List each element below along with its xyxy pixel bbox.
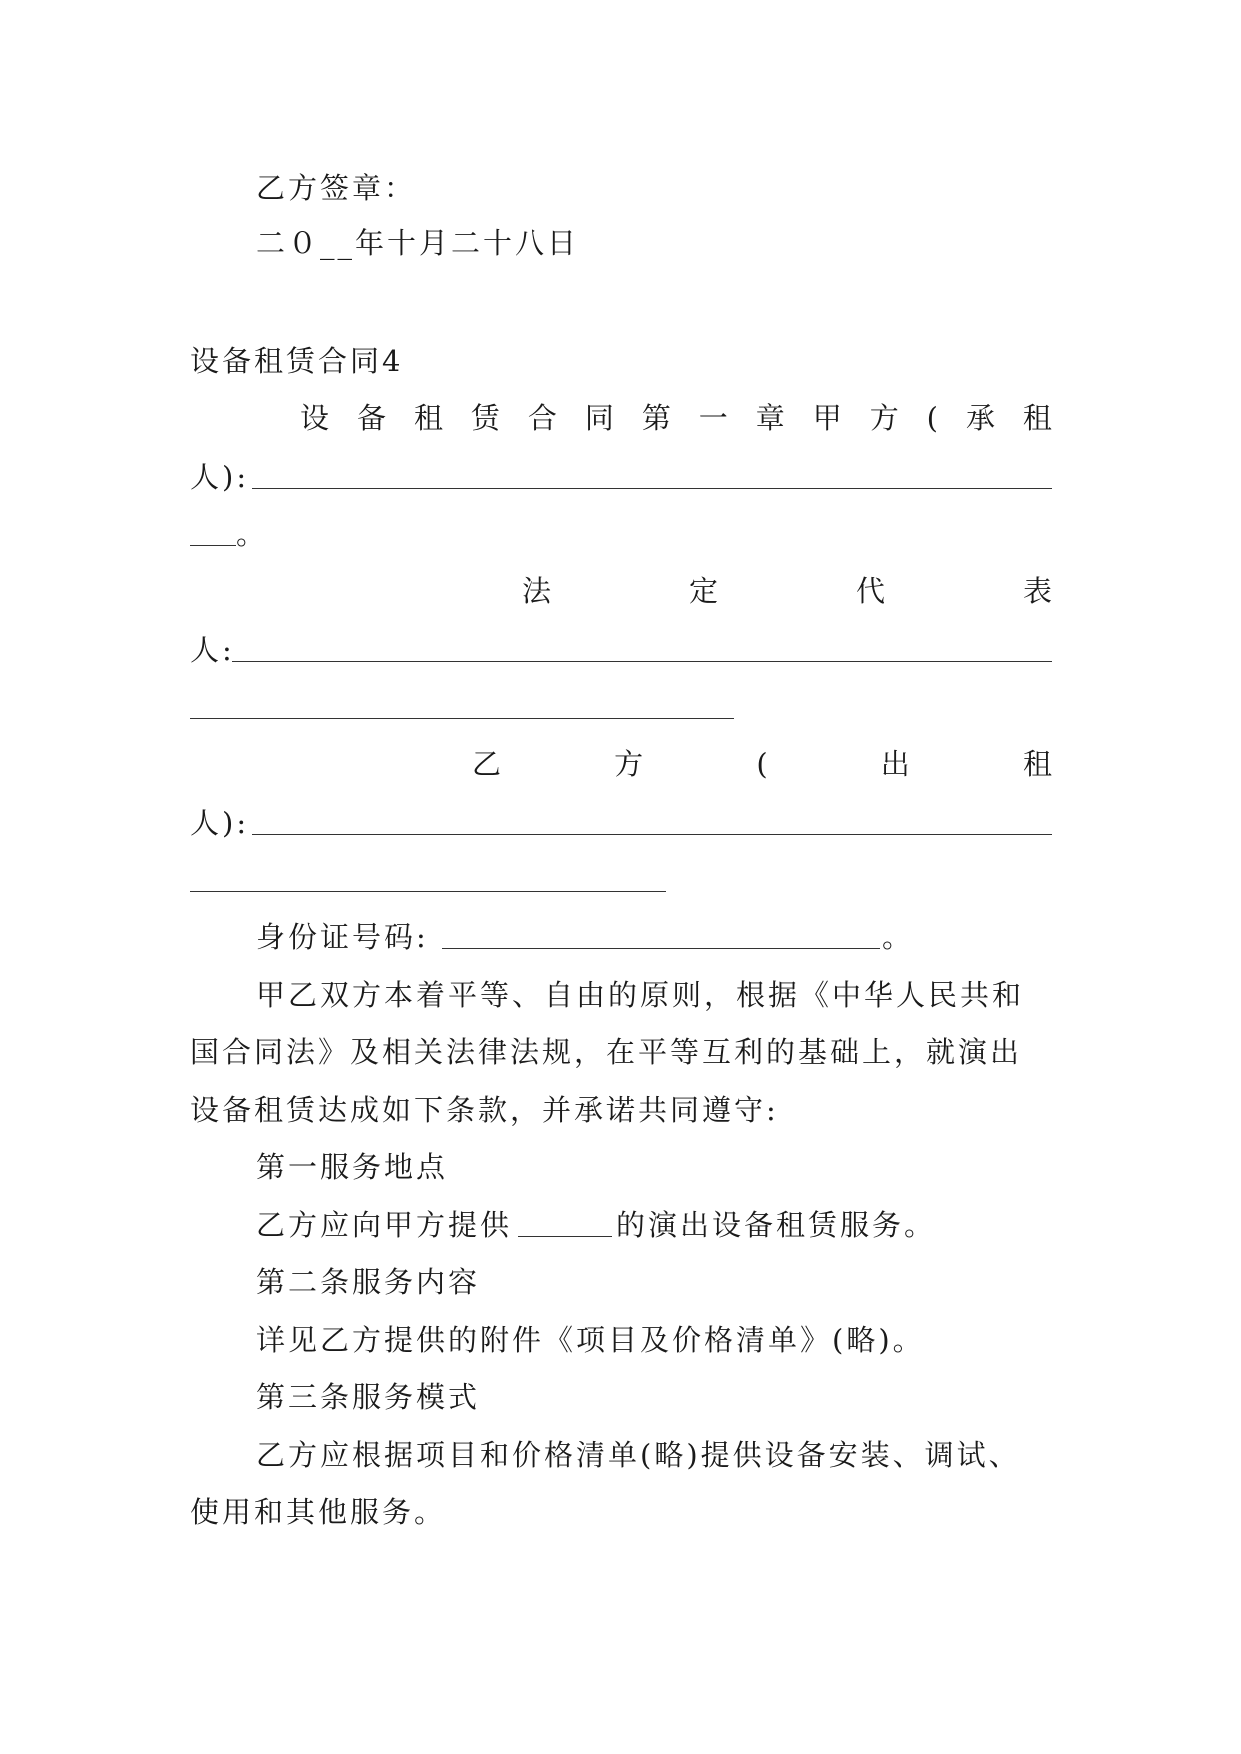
heading-char: 定	[688, 574, 718, 608]
paragraph-line: 设备租赁达成如下条款，并承诺共同遵守:	[190, 1093, 779, 1127]
heading-char: 一	[698, 401, 728, 435]
legal-rep-blank-line-cont	[190, 718, 734, 719]
heading-char: 同	[584, 401, 614, 435]
heading-char: 表	[1022, 574, 1052, 608]
heading-char: 第	[641, 401, 671, 435]
lessor-label: 人):	[190, 806, 250, 840]
clause-title: 第二条服务内容	[256, 1265, 481, 1299]
heading-char: 方	[614, 747, 644, 781]
legal-rep-blank-line	[232, 661, 1052, 662]
heading-char: 出	[880, 747, 910, 781]
id-number-period: 。	[882, 920, 915, 954]
signature-date: 二０__年十月二十八日	[256, 226, 580, 260]
clause-text: 详见乙方提供的附件《项目及价格清单》(略)。	[256, 1323, 925, 1357]
legal-representative-heading	[522, 571, 1052, 611]
heading-char: 合	[527, 401, 557, 435]
heading-char: 赁	[470, 401, 500, 435]
heading-party-b-line	[472, 744, 1052, 784]
heading-party-a-line	[300, 398, 1052, 438]
heading-char: 租	[1022, 747, 1052, 781]
clause-title: 第一服务地点	[256, 1150, 449, 1184]
heading-char: 备	[356, 401, 386, 435]
lessee-period: 。	[236, 517, 269, 551]
heading-char: 代	[855, 574, 885, 608]
heading-char: 租	[413, 401, 443, 435]
lessee-blank-line-cont	[190, 545, 236, 546]
lessor-blank-line-cont	[190, 891, 666, 892]
party-b-signature-label: 乙方签章：	[256, 171, 417, 205]
heading-char: 章	[755, 401, 785, 435]
heading-char: (	[926, 401, 938, 435]
clause-text-suffix: 的演出设备租赁服务。	[616, 1208, 937, 1242]
clause-text: 乙方应根据项目和价格清单(略)提供设备安装、调试、	[256, 1438, 1021, 1472]
paragraph-line: 甲乙双方本着平等、自由的原则，根据《中华人民共和	[256, 978, 1025, 1012]
clause-text: 使用和其他服务。	[190, 1495, 447, 1529]
paragraph-line: 国合同法》及相关法律法规，在平等互利的基础上，就演出	[190, 1035, 1023, 1069]
section-title: 设备租赁合同4	[190, 344, 404, 378]
heading-char: 设	[300, 401, 330, 435]
heading-char: 乙	[472, 747, 502, 781]
lessee-blank-line	[252, 488, 1052, 489]
clause-text-prefix: 乙方应向甲方提供	[256, 1208, 513, 1242]
heading-char: 租	[1022, 401, 1052, 435]
clause-title: 第三条服务模式	[256, 1380, 481, 1414]
service-location-blank-line	[518, 1236, 612, 1237]
lessee-label: 人):	[190, 460, 250, 494]
legal-rep-label: 人:	[190, 633, 235, 667]
lessor-blank-line	[252, 834, 1052, 835]
id-number-blank-line	[442, 948, 880, 949]
heading-char: (	[756, 747, 768, 781]
heading-char: 承	[965, 401, 995, 435]
heading-char: 方	[869, 401, 899, 435]
id-number-label: 身份证号码:	[256, 920, 429, 954]
heading-char: 甲	[812, 401, 842, 435]
heading-char: 法	[522, 574, 552, 608]
